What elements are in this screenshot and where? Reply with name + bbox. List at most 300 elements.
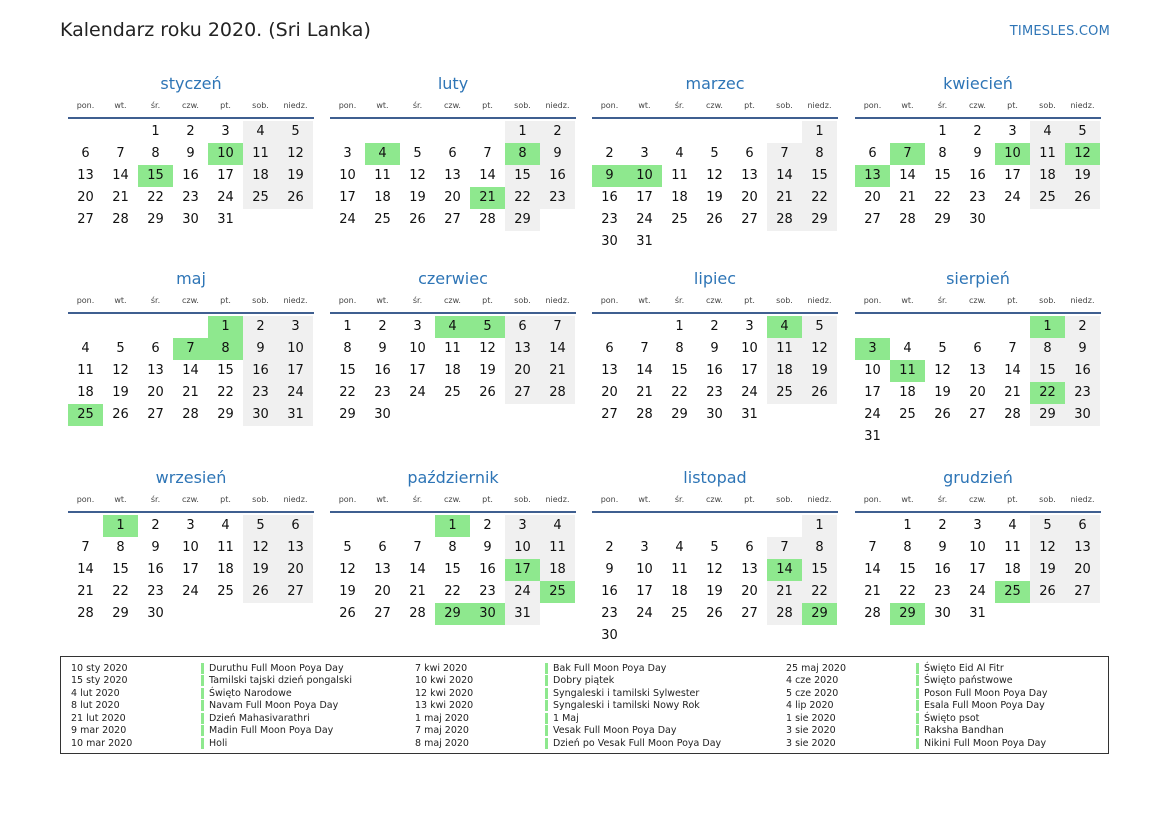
day-cell: 18	[671, 190, 688, 205]
holiday-marker	[916, 688, 919, 699]
day-cell: 1	[151, 124, 160, 139]
weekday-label: śr.	[674, 495, 685, 504]
day-cell: 18	[540, 559, 575, 581]
day-cell: 10	[636, 562, 653, 577]
legend-item	[415, 687, 721, 700]
weekday-label: niedz.	[807, 495, 832, 504]
day-cell: 29	[802, 209, 837, 231]
holiday-marker	[916, 713, 919, 724]
day-cell: 18	[217, 562, 234, 577]
day-cell: 6	[745, 540, 754, 555]
weekday-label: pt.	[744, 101, 755, 110]
day-cell: 23	[1065, 382, 1100, 404]
weekday-label: czw.	[444, 296, 461, 305]
holiday-name: Duruthu Full Moon Poya Day	[209, 662, 344, 674]
day-cell: 29	[217, 407, 234, 422]
day-cell: 12	[479, 341, 496, 356]
holiday-name: Poson Full Moon Poya Day	[924, 687, 1048, 699]
day-cell: 7	[767, 143, 802, 165]
weekday-label: śr.	[150, 296, 161, 305]
day-cell: 22	[899, 584, 916, 599]
day-cell: 5	[278, 121, 313, 143]
day-cell: 23	[601, 212, 618, 227]
legend-item	[786, 662, 1048, 675]
day-cell: 23	[706, 385, 723, 400]
holiday-marker	[916, 738, 919, 749]
day-cell: 20	[505, 360, 540, 382]
day-cell: 10	[182, 540, 199, 555]
month-name: marzec	[685, 74, 745, 93]
day-cell: 27	[741, 212, 758, 227]
day-cell: 24	[409, 385, 426, 400]
holiday-date: 10 mar 2020	[71, 737, 133, 749]
day-cell: 14	[767, 165, 802, 187]
empty-cell	[697, 121, 732, 143]
holiday-date: 3 sie 2020	[786, 737, 836, 749]
day-cell: 26	[243, 581, 278, 603]
month-block	[68, 74, 314, 231]
weekday-label: sob.	[252, 296, 269, 305]
day-cell: 31	[505, 603, 540, 625]
day-cell: 11	[671, 168, 688, 183]
day-cell: 4	[540, 515, 575, 537]
holiday-day-cell: 1	[208, 316, 243, 338]
day-cell: 16	[374, 363, 391, 378]
empty-cell	[995, 316, 1030, 338]
month-divider	[592, 511, 838, 513]
weekday-label: wt.	[376, 495, 389, 504]
holiday-day-cell: 11	[890, 360, 925, 382]
brand-link[interactable]: TIMESLES.COM	[1009, 24, 1110, 39]
month-divider	[330, 117, 576, 119]
day-cell: 5	[343, 540, 352, 555]
weekday-label: pon.	[76, 495, 95, 504]
day-cell: 5	[1030, 515, 1065, 537]
holiday-date: 10 kwi 2020	[415, 675, 474, 687]
day-cell: 30	[601, 628, 618, 643]
weekday-label: pt.	[482, 296, 493, 305]
day-cell: 2	[483, 518, 492, 533]
month-name: kwiecień	[943, 74, 1013, 93]
day-cell: 15	[217, 363, 234, 378]
day-cell: 10	[278, 338, 313, 360]
weekday-label: pt.	[482, 495, 493, 504]
day-cell: 30	[1065, 404, 1100, 426]
day-cell: 11	[671, 562, 688, 577]
month-divider	[855, 511, 1101, 513]
weekday-label: czw.	[182, 296, 199, 305]
weekday-label: sob.	[514, 101, 531, 110]
day-cell: 30	[706, 407, 723, 422]
day-cell: 24	[182, 584, 199, 599]
day-grid	[330, 121, 576, 231]
day-cell: 1	[802, 121, 837, 143]
month-name: styczeń	[160, 74, 222, 93]
day-cell: 3	[221, 124, 230, 139]
holiday-day-cell: 25	[68, 404, 103, 426]
day-grid	[330, 316, 576, 426]
day-cell: 31	[217, 212, 234, 227]
day-cell: 9	[540, 143, 575, 165]
day-cell: 18	[444, 363, 461, 378]
day-cell: 16	[601, 190, 618, 205]
weekday-label: śr.	[674, 296, 685, 305]
day-cell: 26	[934, 407, 951, 422]
day-cell: 20	[374, 584, 391, 599]
holiday-marker	[545, 675, 548, 686]
empty-cell	[365, 515, 400, 537]
day-cell: 23	[601, 606, 618, 621]
weekday-label: pon.	[600, 495, 619, 504]
weekday-label: sob.	[776, 101, 793, 110]
day-cell: 25	[243, 187, 278, 209]
day-cell: 26	[802, 382, 837, 404]
empty-cell	[470, 121, 505, 143]
holiday-day-cell: 5	[470, 316, 505, 338]
day-cell: 15	[444, 562, 461, 577]
holiday-legend	[60, 656, 1109, 754]
weekday-label: sob.	[252, 495, 269, 504]
day-cell: 6	[81, 146, 90, 161]
holiday-marker	[201, 688, 204, 699]
holiday-name: Dzień po Vesak Full Moon Poya Day	[553, 737, 722, 749]
day-cell: 2	[1065, 316, 1100, 338]
day-cell: 31	[636, 234, 653, 249]
weekday-header	[592, 99, 838, 113]
legend-item	[415, 712, 721, 725]
empty-cell	[330, 515, 365, 537]
day-cell: 24	[741, 385, 758, 400]
holiday-day-cell: 1	[435, 515, 470, 537]
day-cell: 30	[934, 606, 951, 621]
day-cell: 11	[540, 537, 575, 559]
day-cell: 16	[182, 168, 199, 183]
day-cell: 3	[413, 319, 422, 334]
day-cell: 21	[540, 360, 575, 382]
holiday-date: 3 sie 2020	[786, 725, 836, 737]
month-block	[855, 468, 1101, 625]
day-cell: 30	[243, 404, 278, 426]
weekday-label: pon.	[338, 495, 357, 504]
weekday-header	[330, 99, 576, 113]
weekday-label: pt.	[744, 296, 755, 305]
day-cell: 17	[636, 190, 653, 205]
day-cell: 23	[969, 190, 986, 205]
day-cell: 18	[899, 385, 916, 400]
day-cell: 5	[116, 341, 125, 356]
holiday-marker	[201, 675, 204, 686]
weekday-header	[592, 493, 838, 507]
weekday-label: śr.	[937, 101, 948, 110]
day-cell: 9	[483, 540, 492, 555]
day-cell: 22	[934, 190, 951, 205]
weekday-header	[855, 99, 1101, 113]
day-cell: 8	[802, 143, 837, 165]
day-cell: 18	[1030, 165, 1065, 187]
empty-cell	[890, 316, 925, 338]
holiday-marker	[545, 738, 548, 749]
holiday-day-cell: 14	[767, 559, 802, 581]
weekday-label: niedz.	[545, 296, 570, 305]
legend-item	[415, 725, 721, 738]
day-cell: 30	[601, 234, 618, 249]
empty-cell	[697, 515, 732, 537]
holiday-name: Święto psot	[924, 712, 980, 724]
day-cell: 19	[409, 190, 426, 205]
day-cell: 4	[675, 540, 684, 555]
day-cell: 24	[636, 212, 653, 227]
day-cell: 10	[409, 341, 426, 356]
weekday-label: wt.	[114, 296, 127, 305]
empty-cell	[627, 121, 662, 143]
day-cell: 22	[112, 584, 129, 599]
day-cell: 25	[217, 584, 234, 599]
day-cell: 25	[374, 212, 391, 227]
legend-item	[786, 675, 1048, 688]
holiday-day-cell: 4	[767, 316, 802, 338]
holiday-marker	[545, 688, 548, 699]
day-cell: 28	[1004, 407, 1021, 422]
weekday-label: niedz.	[1070, 101, 1095, 110]
day-cell: 12	[1030, 537, 1065, 559]
weekday-label: niedz.	[1070, 495, 1095, 504]
weekday-label: pt.	[1007, 495, 1018, 504]
day-cell: 17	[182, 562, 199, 577]
day-cell: 30	[969, 212, 986, 227]
month-block	[330, 468, 576, 625]
day-cell: 12	[706, 168, 723, 183]
month-block	[68, 468, 314, 625]
weekday-label: czw.	[182, 495, 199, 504]
day-cell: 7	[483, 146, 492, 161]
day-cell: 8	[151, 146, 160, 161]
day-cell: 20	[864, 190, 881, 205]
holiday-marker	[201, 738, 204, 749]
day-cell: 24	[1004, 190, 1021, 205]
day-cell: 7	[540, 316, 575, 338]
day-cell: 4	[221, 518, 230, 533]
day-cell: 6	[448, 146, 457, 161]
day-cell: 17	[409, 363, 426, 378]
day-cell: 20	[77, 190, 94, 205]
day-cell: 30	[147, 606, 164, 621]
day-cell: 5	[243, 515, 278, 537]
day-cell: 14	[409, 562, 426, 577]
weekday-label: wt.	[638, 296, 651, 305]
holiday-name: Dobry piątek	[553, 675, 615, 687]
day-cell: 11	[444, 341, 461, 356]
weekday-label: wt.	[901, 101, 914, 110]
empty-cell	[330, 121, 365, 143]
holiday-name: Vesak Full Moon Poya Day	[553, 725, 677, 737]
month-name: maj	[176, 269, 206, 288]
holiday-day-cell: 10	[995, 143, 1030, 165]
weekday-label: śr.	[674, 101, 685, 110]
day-cell: 6	[151, 341, 160, 356]
day-cell: 22	[802, 187, 837, 209]
day-cell: 14	[479, 168, 496, 183]
month-divider	[330, 511, 576, 513]
day-cell: 27	[444, 212, 461, 227]
holiday-day-cell: 12	[1065, 143, 1100, 165]
holiday-name: Esala Full Moon Poya Day	[924, 700, 1045, 712]
weekday-header	[68, 294, 314, 308]
day-cell: 5	[802, 316, 837, 338]
empty-cell	[855, 515, 890, 537]
day-cell: 12	[339, 562, 356, 577]
weekday-label: pon.	[338, 296, 357, 305]
weekday-label: niedz.	[283, 296, 308, 305]
holiday-day-cell: 3	[855, 338, 890, 360]
day-cell: 3	[186, 518, 195, 533]
day-cell: 6	[278, 515, 313, 537]
day-cell: 28	[112, 212, 129, 227]
day-cell: 1	[675, 319, 684, 334]
weekday-header	[330, 294, 576, 308]
day-cell: 11	[374, 168, 391, 183]
weekday-label: śr.	[412, 101, 423, 110]
day-cell: 17	[217, 168, 234, 183]
day-cell: 12	[409, 168, 426, 183]
day-cell: 26	[1065, 187, 1100, 209]
day-cell: 3	[505, 515, 540, 537]
day-cell: 5	[413, 146, 422, 161]
day-cell: 2	[243, 316, 278, 338]
day-cell: 18	[671, 584, 688, 599]
day-cell: 23	[479, 584, 496, 599]
day-cell: 23	[182, 190, 199, 205]
day-cell: 12	[243, 537, 278, 559]
day-cell: 16	[147, 562, 164, 577]
weekday-label: pt.	[220, 101, 231, 110]
day-grid	[68, 316, 314, 426]
weekday-label: pt.	[1007, 296, 1018, 305]
day-cell: 27	[864, 212, 881, 227]
legend-item	[71, 700, 352, 713]
day-cell: 9	[186, 146, 195, 161]
empty-cell	[400, 515, 435, 537]
weekday-label: niedz.	[283, 495, 308, 504]
holiday-date: 13 kwi 2020	[415, 700, 474, 712]
day-cell: 16	[934, 562, 951, 577]
day-cell: 24	[217, 190, 234, 205]
holiday-name: Bak Full Moon Poya Day	[553, 662, 667, 674]
day-cell: 8	[903, 540, 912, 555]
empty-cell	[662, 515, 697, 537]
month-name: listopad	[683, 468, 747, 487]
day-cell: 8	[448, 540, 457, 555]
holiday-day-cell: 13	[855, 165, 890, 187]
day-cell: 15	[339, 363, 356, 378]
day-cell: 13	[1065, 537, 1100, 559]
day-cell: 14	[182, 363, 199, 378]
empty-cell	[855, 121, 890, 143]
day-cell: 20	[741, 190, 758, 205]
day-cell: 23	[374, 385, 391, 400]
month-block	[592, 468, 838, 647]
holiday-day-cell: 7	[173, 338, 208, 360]
day-cell: 7	[413, 540, 422, 555]
day-cell: 13	[77, 168, 94, 183]
empty-cell	[138, 316, 173, 338]
empty-cell	[435, 121, 470, 143]
day-cell: 16	[243, 360, 278, 382]
legend-item	[415, 662, 721, 675]
day-cell: 4	[1008, 518, 1017, 533]
holiday-day-cell: 9	[592, 165, 627, 187]
month-name: październik	[407, 468, 499, 487]
weekday-label: czw.	[182, 101, 199, 110]
day-cell: 22	[217, 385, 234, 400]
weekday-label: sob.	[776, 296, 793, 305]
empty-cell	[173, 316, 208, 338]
empty-cell	[767, 121, 802, 143]
weekday-label: sob.	[1039, 101, 1056, 110]
holiday-name: Święto Eid Al Fitr	[924, 662, 1004, 674]
day-cell: 1	[938, 124, 947, 139]
weekday-label: śr.	[150, 495, 161, 504]
day-cell: 20	[278, 559, 313, 581]
holiday-day-cell: 30	[470, 603, 505, 625]
weekday-header	[592, 294, 838, 308]
day-cell: 22	[147, 190, 164, 205]
holiday-marker	[545, 725, 548, 736]
day-cell: 17	[278, 360, 313, 382]
weekday-header	[68, 99, 314, 113]
month-divider	[68, 117, 314, 119]
day-cell: 3	[640, 540, 649, 555]
day-cell: 13	[969, 363, 986, 378]
day-cell: 2	[151, 518, 160, 533]
day-cell: 7	[640, 341, 649, 356]
day-cell: 9	[151, 540, 160, 555]
day-cell: 9	[1065, 338, 1100, 360]
holiday-day-cell: 1	[103, 515, 138, 537]
legend-item	[71, 737, 352, 750]
day-cell: 6	[745, 146, 754, 161]
legend-item	[786, 700, 1048, 713]
day-grid	[855, 515, 1101, 625]
day-cell: 9	[973, 146, 982, 161]
month-divider	[855, 312, 1101, 314]
holiday-name: Raksha Bandhan	[924, 725, 1004, 737]
day-cell: 22	[802, 581, 837, 603]
day-cell: 10	[864, 363, 881, 378]
weekday-label: śr.	[412, 296, 423, 305]
weekday-label: czw.	[706, 296, 723, 305]
day-cell: 27	[374, 606, 391, 621]
holiday-name: Syngaleski i tamilski Nowy Rok	[553, 700, 700, 712]
day-cell: 10	[339, 168, 356, 183]
month-name: wrzesień	[155, 468, 227, 487]
weekday-label: pt.	[220, 296, 231, 305]
weekday-label: wt.	[376, 101, 389, 110]
holiday-day-cell: 4	[365, 143, 400, 165]
day-cell: 8	[343, 341, 352, 356]
day-cell: 16	[601, 584, 618, 599]
weekday-header	[68, 493, 314, 507]
legend-item	[786, 725, 1048, 738]
holiday-date: 10 sty 2020	[71, 662, 128, 674]
day-cell: 30	[182, 212, 199, 227]
day-cell: 9	[605, 562, 614, 577]
month-divider	[330, 312, 576, 314]
day-cell: 28	[767, 603, 802, 625]
weekday-label: pon.	[338, 101, 357, 110]
day-cell: 7	[868, 540, 877, 555]
day-cell: 19	[706, 190, 723, 205]
day-cell: 8	[938, 146, 947, 161]
